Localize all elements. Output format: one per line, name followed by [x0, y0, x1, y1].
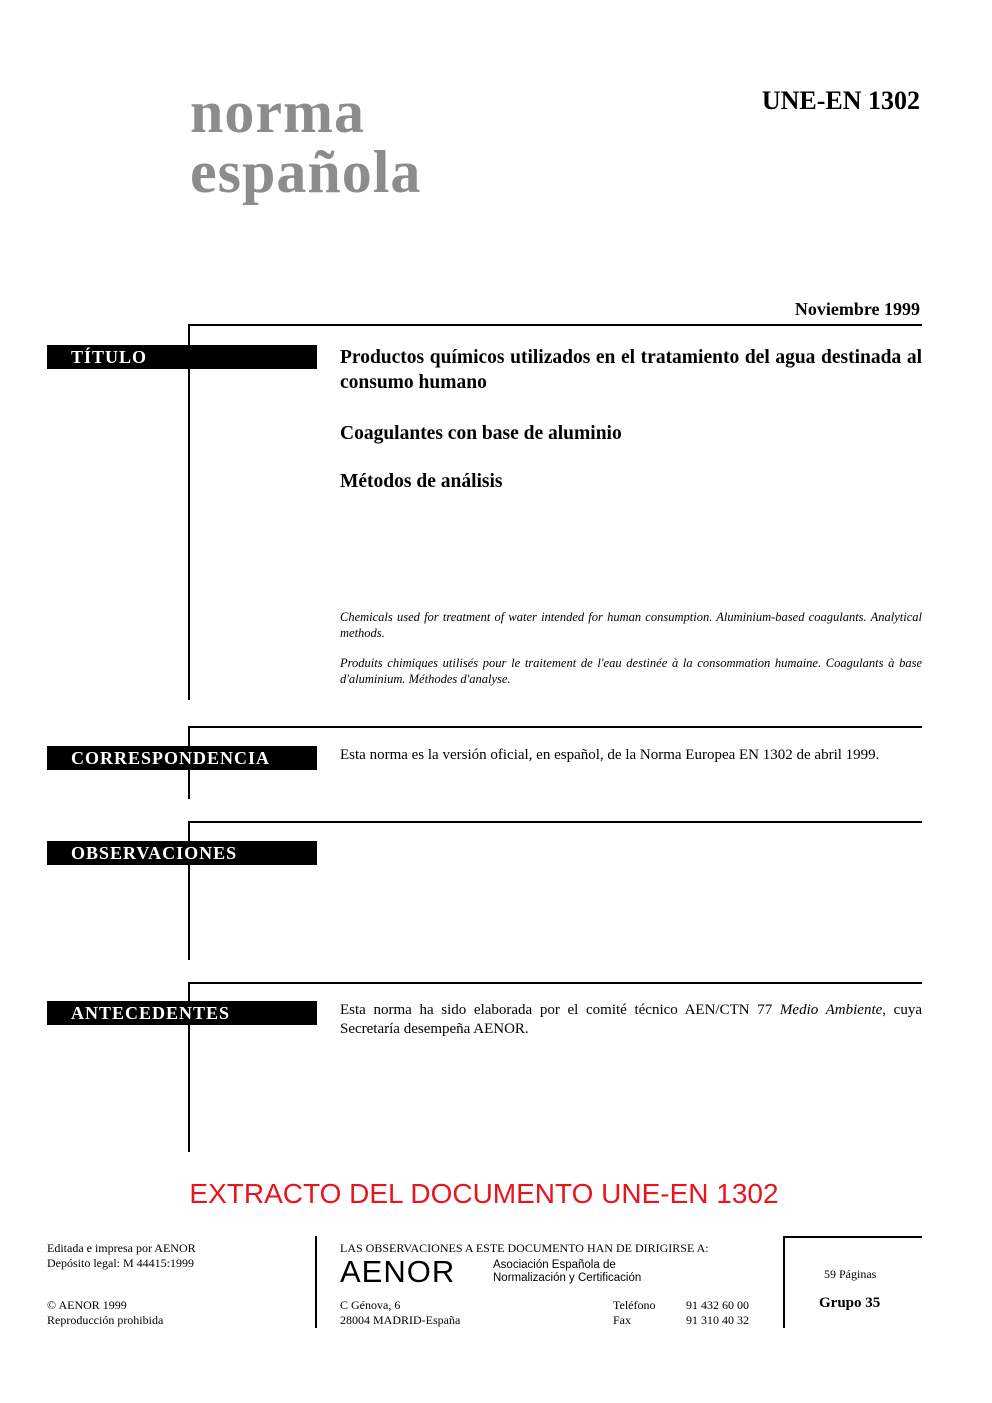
footer-address-city: 28004 MADRID-España	[340, 1313, 461, 1327]
price-group: Grupo 35	[819, 1295, 881, 1311]
footer-phone-label: Teléfono	[613, 1298, 656, 1312]
title-subtitle: Coagulantes con base de aluminio	[340, 423, 622, 444]
footer-observations-notice: LAS OBSERVACIONES A ESTE DOCUMENTO HAN DE DIRIGIRSE A:	[340, 1241, 709, 1255]
brand-title-line1: norma	[190, 79, 365, 145]
aenor-full-name	[493, 1259, 641, 1285]
footer-fax-value: 91 310 40 32	[686, 1313, 749, 1327]
footer-phone-value: 91 432 60 00	[686, 1298, 749, 1312]
extract-notice: EXTRACTO DEL DOCUMENTO UNE-EN 1302	[189, 1178, 779, 1209]
document-number: UNE-EN 1302	[761, 86, 920, 115]
footer-box-left-rule	[783, 1236, 785, 1328]
footer-box-top-rule	[783, 1236, 922, 1238]
footer-divider	[315, 1236, 317, 1328]
section-divider	[188, 324, 922, 326]
section-label-antecedentes: ANTECEDENTES	[47, 1001, 317, 1025]
title-part: Métodos de análisis	[340, 471, 503, 492]
footer-deposit: Depósito legal: M 44415:1999	[47, 1256, 194, 1270]
english-title: Chemicals used for treatment of water intended for human consumption. Aluminium-based coagulants. Analytical methods.	[340, 610, 922, 640]
page-count: 59 Páginas	[824, 1267, 877, 1281]
aenor-name-line1: Asociación Española de	[493, 1259, 616, 1271]
publication-date: Noviembre 1999	[794, 299, 920, 319]
section-divider	[188, 821, 922, 823]
title-main: Productos químicos utilizados en el tratamiento del agua destinada al consumo humano	[340, 347, 922, 393]
footer-address-street: C Génova, 6	[340, 1298, 401, 1312]
footer-fax-label: Fax	[613, 1313, 631, 1327]
correspondencia-text: Esta norma es la versión oficial, en español, de la Norma Europea EN 1302 de abril 1999.	[340, 747, 880, 763]
section-divider	[188, 982, 922, 984]
antecedentes-text	[340, 1001, 922, 1039]
section-label-correspondencia: CORRESPONDENCIA	[47, 746, 317, 770]
footer-reproduction: Reproducción prohibida	[47, 1313, 164, 1327]
aenor-name-line2: Normalización y Certificación	[493, 1272, 642, 1284]
section-divider	[188, 726, 922, 728]
french-title: Produits chimiques utilisés pour le traitement de l'eau destinée à la consommation humaine. Coagulants à base d'aluminium. Méthodes d'analyse.	[340, 656, 922, 686]
footer-edited: Editada e impresa por AENOR	[47, 1241, 196, 1255]
section-vertical-rule	[188, 324, 190, 700]
antecedentes-text-end: , cuya Secretaría desempeña AENOR.	[340, 1002, 923, 1037]
antecedentes-text-start: Esta norma ha sido elaborada por el comité técnico AEN/CTN 77	[340, 1002, 780, 1018]
section-label-titulo: TÍTULO	[47, 345, 317, 369]
section-label-observaciones: OBSERVACIONES	[47, 841, 317, 865]
committee-name: Medio Ambiente	[779, 1002, 883, 1018]
brand-title-line2: española	[190, 139, 422, 205]
footer-copyright: © AENOR 1999	[47, 1298, 127, 1312]
aenor-logo: AENOR	[340, 1254, 456, 1289]
